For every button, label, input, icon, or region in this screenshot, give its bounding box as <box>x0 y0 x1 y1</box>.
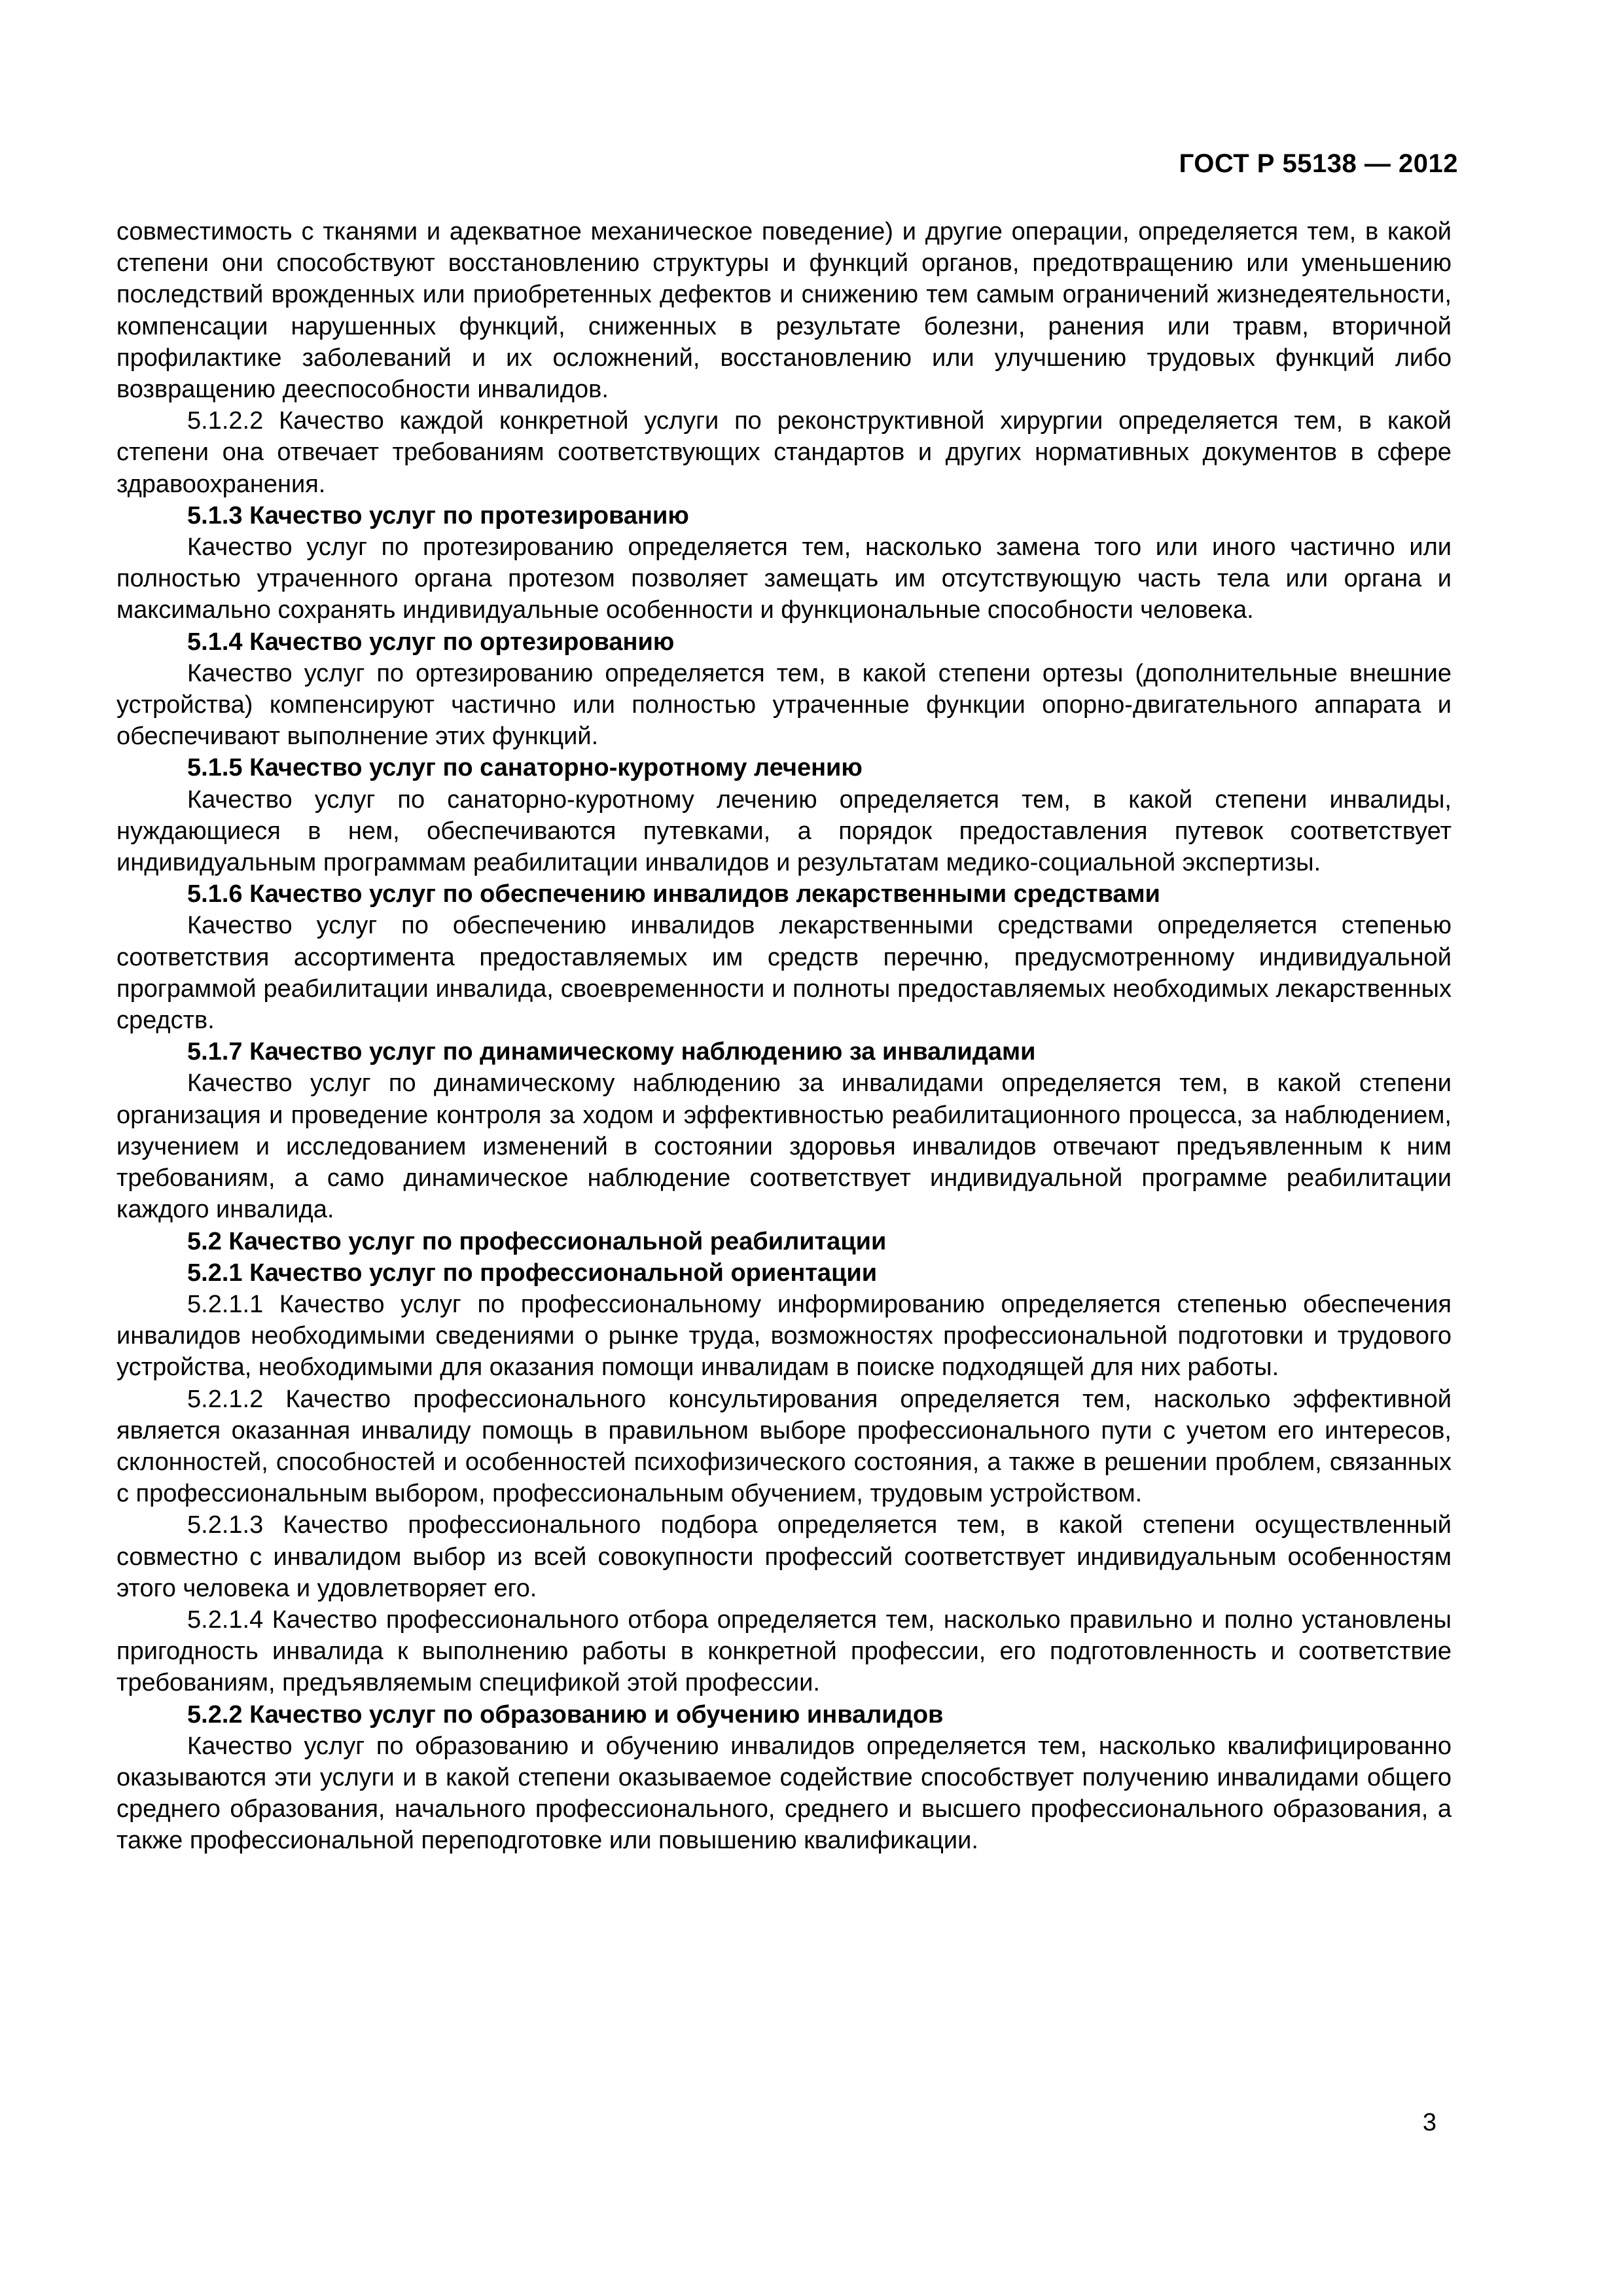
document-header: ГОСТ Р 55138 — 2012 <box>1179 149 1458 178</box>
section-heading-5-1-5: 5.1.5 Качество услуг по санаторно-куротному лечению <box>187 754 863 782</box>
clause-5-2-1-1: 5.2.1.1 Качество услуг по профессиональному информированию определяется степенью обеспечения инвалидов необходимыми сведениями о рынке труда, возможностях профессиональной подготовки и трудового устройства, необходимыми для оказания помощи инвалидам в поиске подходящей для них работы. <box>116 1290 1452 1382</box>
body-paragraph: Качество услуг по обеспечению инвалидов лекарственными средствами определяется степенью соответствия ассортимента предоставляемых им средств перечню, предусмотренному индивидуальной программой реабилитации инвалида, своевременности и полноты предоставляемых необходимых лекарственных средств. <box>116 912 1452 1035</box>
section-heading-5-1-6: 5.1.6 Качество услуг по обеспечению инвалидов лекарственными средствами <box>187 880 1160 908</box>
section-heading-5-1-7: 5.1.7 Качество услуг по динамическому наблюдению за инвалидами <box>187 1038 1036 1066</box>
document-body <box>116 216 1452 1857</box>
clause-5-2-1-4: 5.2.1.4 Качество профессионального отбора определяется тем, насколько правильно и полно установлены пригодность инвалида к выполнению работы в конкретной профессии, его подготовленность и соответствие требованиям, предъявляемым спецификой этой профессии. <box>116 1605 1452 1697</box>
section-heading-5-1-3: 5.1.3 Качество услуг по протезированию <box>187 501 689 529</box>
section-heading-5-2-1: 5.2.1 Качество услуг по профессиональной ориентации <box>187 1259 878 1287</box>
page-number: 3 <box>1422 2109 1436 2136</box>
body-paragraph: совместимость с тканями и адекватное механическое поведение) и другие операции, определяется тем, в какой степени они способствуют восстановлению структуры и функций органов, предотвращению или уменьшению последствий врожденных или приобретенных дефектов и снижению тем самым ограничений жизнедеятельности, компенсации нарушенных функций, сниженных в результате болезни, ранения или травм, вторичной профилактике заболеваний и их осложнений, восстановлению или улучшению трудовых функций либо возвращению дееспособности инвалидов. <box>116 218 1452 404</box>
section-heading-5-2: 5.2 Качество услуг по профессиональной реабилитации <box>187 1227 887 1255</box>
body-paragraph: Качество услуг по образованию и обучению инвалидов определяется тем, насколько квалифицированно оказываются эти услуги и в какой степени оказываемое содействие способствует получению инвалидами общего среднего образования, начального профессионального, среднего и высшего профессионального образования, а также профессиональной переподготовке или повышению квалификации. <box>116 1732 1452 1855</box>
body-paragraph: Качество услуг по протезированию определяется тем, насколько замена того или иного частично или полностью утраченного органа протезом позволяет замещать им отсутствующую часть тела или органа и максимально сохранять индивидуальные особенности и функциональные способности человека. <box>116 533 1452 624</box>
body-paragraph: Качество услуг по санаторно-куротному лечению определяется тем, в какой степени инвалиды, нуждающиеся в нем, обеспечиваются путевками, а порядок предоставления путевок соответствует индивидуальным программам реабилитации инвалидов и результатам медико-социальной экспертизы. <box>116 785 1452 877</box>
section-heading-5-2-2: 5.2.2 Качество услуг по образованию и обучению инвалидов <box>187 1700 944 1729</box>
section-heading-5-1-4: 5.1.4 Качество услуг по ортезированию <box>187 628 675 656</box>
clause-5-1-2-2: 5.1.2.2 Качество каждой конкретной услуги по реконструктивной хирургии определяется тем, в какой степени она отвечает требованиям соответствующих стандартов и других нормативных документов в сфере здравоохранения. <box>116 407 1452 498</box>
body-paragraph: Качество услуг по ортезированию определяется тем, в какой степени ортезы (дополнительные внешние устройства) компенсируют частично или полностью утраченные функции опорно-двигательного аппарата и обеспечивают выполнение этих функций. <box>116 659 1452 751</box>
clause-5-2-1-2: 5.2.1.2 Качество профессионального консультирования определяется тем, насколько эффективной является оказанная инвалиду помощь в правильном выборе профессионального пути с учетом его интересов, склонностей, способностей и особенностей психофизического состояния, а также в решении проблем, связанных с профессиональным выбором, профессиональным обучением, трудовым устройством. <box>116 1385 1452 1508</box>
body-paragraph: Качество услуг по динамическому наблюдению за инвалидами определяется тем, в какой степени организация и проведение контроля за ходом и эффективностью реабилитационного процесса, за наблюдением, изучением и исследованием изменений в состоянии здоровья инвалидов отвечают предъявленным к ним требованиям, а само динамическое наблюдение соответствует индивидуальной программе реабилитации каждого инвалида. <box>116 1069 1452 1224</box>
clause-5-2-1-3: 5.2.1.3 Качество профессионального подбора определяется тем, в какой степени осуществленный совместно с инвалидом выбор из всей совокупности профессий соответствует индивидуальным особенностям этого человека и удовлетворяет его. <box>116 1511 1452 1602</box>
